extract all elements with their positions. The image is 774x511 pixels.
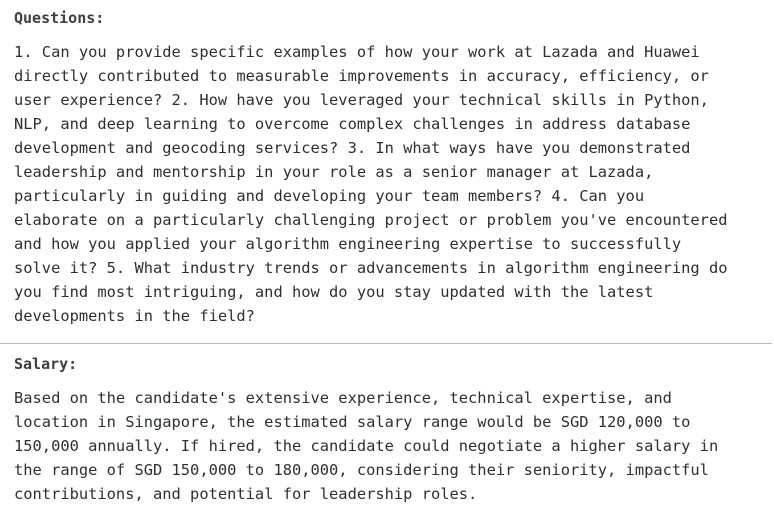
questions-section bbox=[14, 8, 764, 328]
salary-heading: Salary: bbox=[14, 355, 78, 373]
salary-text: Based on the candidate's extensive experience, technical expertise, and location in Singapore, the estimated salary range would be SGD 120,000 to 150,000 annually. If hired, the candidate could negotiate a higher salary in the range of SGD 150,000 to 180,000, considering their seniority, impactful contributions, and potential for leadership roles. bbox=[14, 389, 719, 503]
salary-section bbox=[14, 354, 764, 506]
questions-text: 1. Can you provide specific examples of how your work at Lazada and Huawei directly contributed to measurable improvements in accuracy, efficiency, or user experience? 2. How have you leveraged your technical skills in Python, NLP, and deep learning to overcome complex challenges in address database development and geocoding services? 3. In what ways have you demonstrated leadership and mentorship in your role as a senior manager at Lazada, particularly in guiding and developing your team members? 4. Can you elaborate on a particularly challenging project or problem you've encountered and how you applied your algorithm engineering expertise to successfully solve it? 5. What industry trends or advancements in algorithm engineering do you find most intriguing, and how do you stay updated with the latest developments in the field? bbox=[14, 43, 728, 325]
questions-heading: Questions: bbox=[14, 9, 105, 27]
section-divider bbox=[0, 343, 772, 344]
